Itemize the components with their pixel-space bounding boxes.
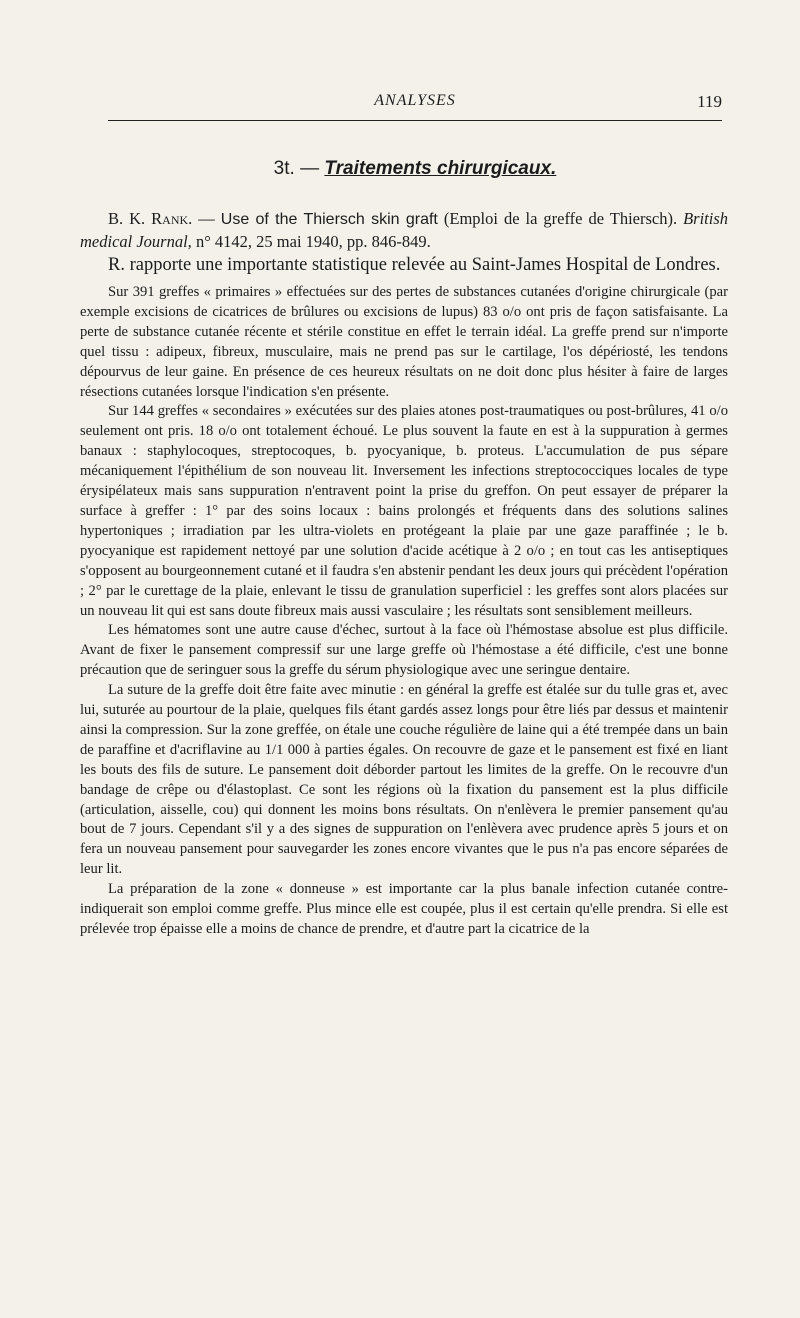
paragraph-suture: La suture de la greffe doit être faite avec minutie : en général la greffe est étalée sur du tulle gras et, avec lui, suturée au pourtour de la plaie, quelques fils étant gardés assez longs pour être liés par dessus et maintenir ainsi la compression. Sur la zone greffée, on étale une couche régulière de laine qui a été trempée dans un bain de paraffine et d'acriflavine au 1/1 000 à parties égales. On recouvre de gaze et le pansement est fixé en liant les bouts des fils de suture. Le pansement doit déborder partout les limites de la greffe. On le recouvre d'un bandage de crêpe ou d'élastoplast. Ce sont les régions où la fixation du pansement est la plus difficile (articulation, aisselle, cou) qui donnent les moins bons résultats. On n'enlèvera le premier pansement qu'au bout de 7 jours. Cependant s'il y a des signes de suppuration on l'enlèvera avec prudence après 5 jours et on fera un nouveau pansement pour sauvegarder les zones encore vivantes que le pus n'a pas encore séparées de leur lit. (80, 682, 728, 878)
article-body (80, 208, 728, 940)
page-header (108, 90, 722, 121)
citation (80, 208, 728, 253)
citation-title-translation: (Emploi de la greffe de Thiersch). (443, 209, 678, 228)
summary-paragraph: R. rapporte une importante statistique relevée au Saint-James Hospital de Londres. (108, 255, 721, 275)
paragraph-secondary-grafts: Sur 144 greffes « secondaires » exécutées sur des plaies atones post-traumatiques ou post-brûlures, 41 o/o seulement ont pris. 18 o/o ont totalement échoué. Le plus souvent la faute en est à la suppuration à germes banaux : staphylocoques, streptocoques, b. pyocyanique, b. proteus. L'accumulation de pus sépare mécaniquement l'épithélium de son nouveau lit. Inversement les infections streptococciques locales de type érysipélateux mais sans suppuration n'entravent point la prise du greffon. On peut essayer de préparer la surface à greffer : 1° par des soins locaux : bains prolongés et fréquents dans des solutions salines hypertoniques ; irradiation par les ultra-violets en protégeant la plaie par une gaze paraffinée ; le b. pyocyanique est rapidement nettoyé par une solution d'acide acétique à 2 o/o ; en tout cas les antiseptiques s'opposent au bourgeonnement cutané et il faudra s'en abstenir pendant les deux jours qui précèdent l'opération ; 2° par le curettage de la plaie, enlevant le tissu de granulation superficiel : les greffes sont alors placées sur un nouveau lit qui est sans doute fibreux mais aussi vasculaire ; les résultats sont sensiblement meilleurs. (80, 403, 728, 619)
citation-authors: B. K. Rank. — (108, 209, 215, 228)
citation-title: Use of the Thiersch skin graft (220, 211, 438, 228)
paragraph-primary-grafts: Sur 391 greffes « primaires » effectuées sur des pertes de substances cutanées d'origine chirurgicale (par exemple excisions de cicatrices de brûlures ou excisions de lupus) 83 o/o ont pris de façon satisfaisante. La perte de substance cutanée récente et stérile constitue en effet le terrain idéal. La greffe prend sur n'importe quel tissu : adipeux, fibreux, musculaire, mais ne prend pas sur le cartilage, l'os dépériosté, les tendons dépourvus de leur gaine. En présence de ces heureux résultats on ne doit donc plus hésiter à faire de larges résections cutanées lorsque l'indication s'en présente. (80, 284, 728, 400)
citation-details: n° 4142, 25 mai 1940, pp. 846-849. (195, 232, 431, 251)
running-head: ANALYSES (374, 92, 456, 109)
page-number: 119 (697, 92, 722, 111)
section-title: Traitements chirurgicaux. (324, 158, 557, 179)
citation-journal: British medical Journal, (80, 209, 729, 251)
paragraph-hematomas: Les hématomes sont une autre cause d'échec, surtout à la face où l'hémostase absolue est plus difficile. Avant de fixer le pansement compressif sur une large greffe où l'hémostase a été difficile, c'est une bonne précaution que de seringuer sous la greffe du sérum physiologique avec une seringue dentaire. (80, 622, 728, 679)
section-number: 3t. — (273, 158, 320, 179)
section-heading (108, 158, 722, 180)
paragraph-donor-zone: La préparation de la zone « donneuse » est importante car la plus banale infection cutanée contre-indiquerait son emploi comme greffe. Plus mince elle est coupée, plus il est certain qu'elle prendra. Si elle est prélevée trop épaisse elle a moins de chance de prendre, et d'autre part la cicatrice de la (80, 881, 728, 937)
